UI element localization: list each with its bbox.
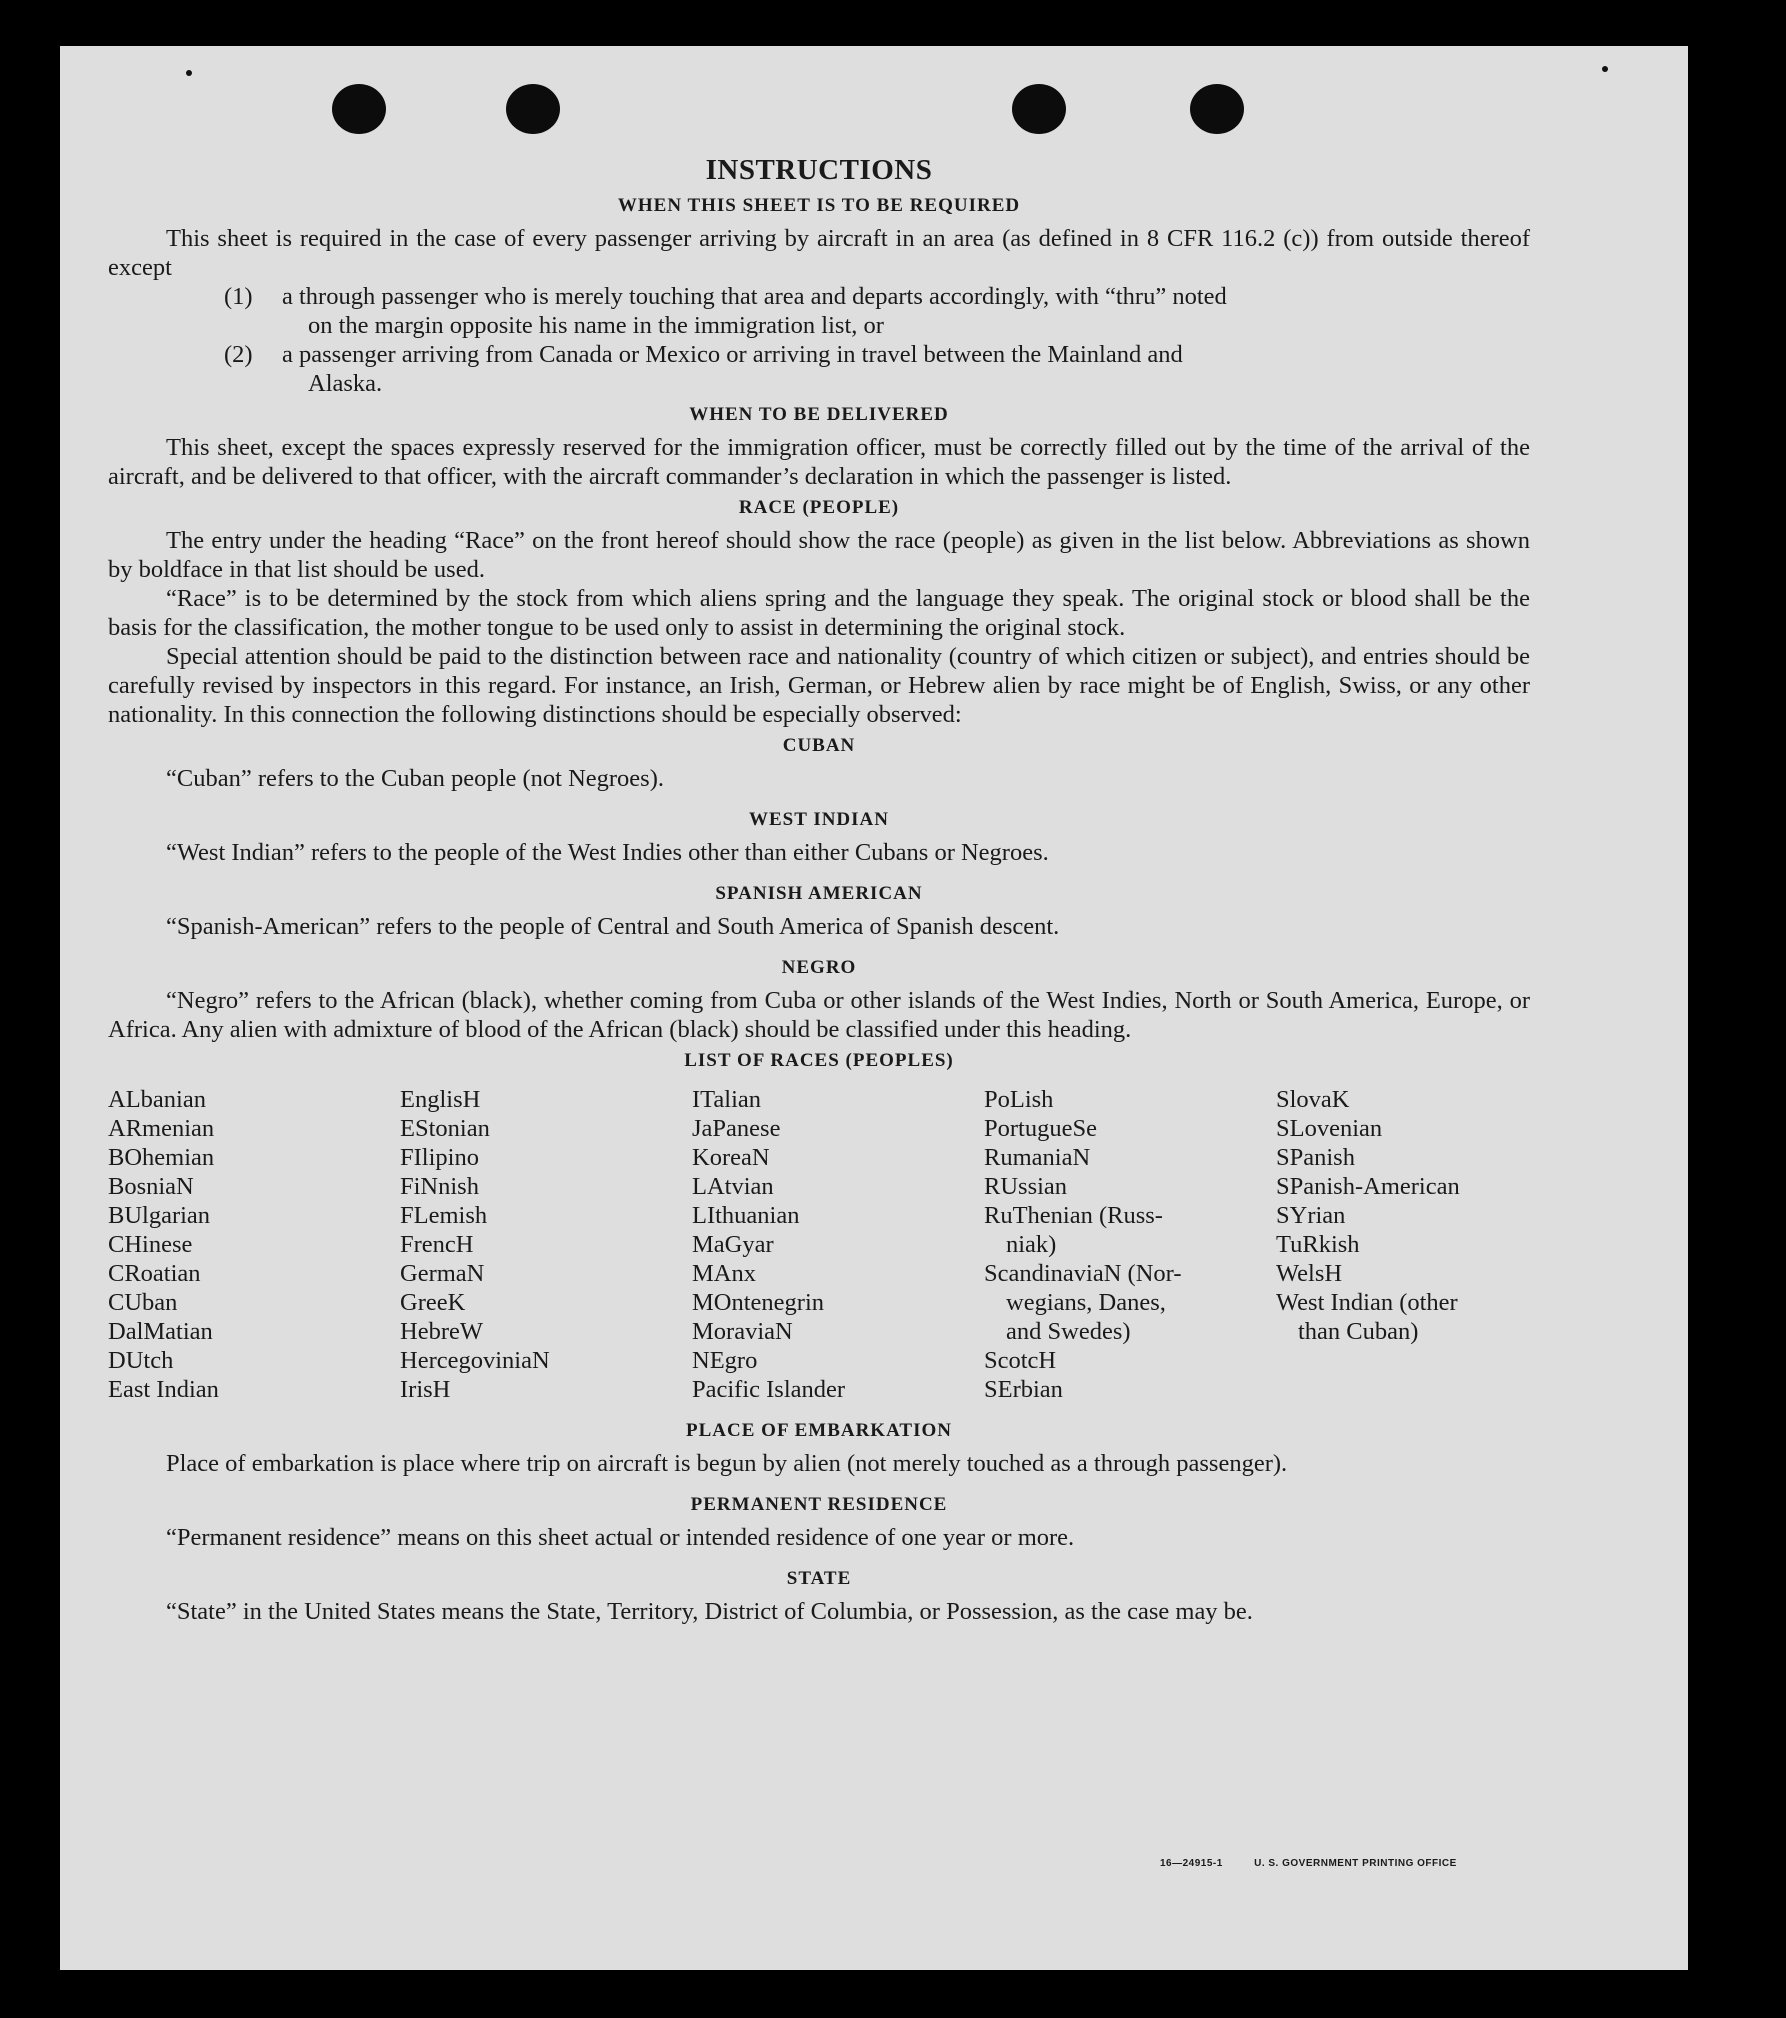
race-entry: BUlgarian [108, 1202, 211, 1229]
race-entry: CHinese [108, 1231, 193, 1258]
paragraph: This sheet is required in the case of every passenger arriving by aircraft in an area (as defined in 8 CFR 116.2 (c)) from outside thereof except [108, 225, 1530, 281]
race-entry: wegians, Danes, [1006, 1289, 1166, 1316]
section-heading: WHEN TO BE DELIVERED [689, 404, 949, 425]
item-line: Alaska. [308, 370, 383, 397]
paragraph: “West Indian” refers to the people of the West Indies other than either Cubans or Negroes. [166, 839, 1049, 866]
paragraph: This sheet, except the spaces expressly reserved for the immigration officer, must be correctly filled out by the time of the arrival of the aircraft, and be delivered to that officer, with the aircraft commander’s declaration in which the passenger is listed. [108, 434, 1530, 490]
race-entry: RuThenian (Russ- [984, 1202, 1163, 1229]
paragraph: The entry under the heading “Race” on the front hereof should show the race (people) as given in the list below. Abbreviations as shown by boldface in that list should be used. [108, 527, 1530, 583]
race-entry: ITalian [692, 1086, 762, 1113]
race-entry: EnglisH [400, 1086, 481, 1113]
item-line: a through passenger who is merely touching that area and departs accordingly, with “thru” noted [282, 283, 1227, 310]
section-heading: PERMANENT RESIDENCE [690, 1494, 948, 1515]
item-line: on the margin opposite his name in the immigration list, or [308, 312, 884, 339]
race-column [1276, 1085, 1568, 1404]
section-heading: WHEN THIS SHEET IS TO BE REQUIRED [617, 195, 1021, 216]
section-heading: SPANISH AMERICAN [715, 883, 923, 904]
race-entry: JaPanese [692, 1115, 781, 1142]
race-entry: PortugueSe [984, 1115, 1097, 1142]
instructions-body [108, 156, 1530, 1626]
punch-hole [1012, 84, 1066, 134]
race-column [692, 1085, 984, 1404]
item-text [280, 340, 1530, 398]
race-entry: GreeK [400, 1289, 466, 1316]
race-entry: BosniaN [108, 1173, 194, 1200]
paragraph: “Cuban” refers to the Cuban people (not Negroes). [166, 765, 664, 792]
speck [186, 70, 192, 76]
race-entry: RUssian [984, 1173, 1068, 1200]
race-entry: ARmenian [108, 1115, 215, 1142]
race-entry: LAtvian [692, 1173, 774, 1200]
printer-footer [1160, 1858, 1570, 1869]
race-entry: LIthuanian [692, 1202, 800, 1229]
item-number: (2) [224, 341, 253, 368]
item-number: (1) [224, 283, 253, 310]
race-entry: PoLish [984, 1086, 1054, 1113]
race-entry: ALbanian [108, 1086, 206, 1113]
list-item [108, 282, 1530, 340]
race-entry: and Swedes) [1006, 1318, 1131, 1345]
form-code: 16—24915-1 [1160, 1858, 1223, 1869]
document-sheet [60, 46, 1688, 1970]
race-entry: than Cuban) [1298, 1318, 1419, 1345]
section-heading: NEGRO [781, 957, 857, 978]
list-item [108, 340, 1530, 398]
speck [1602, 66, 1608, 72]
item-line: a passenger arriving from Canada or Mexico or arriving in travel between the Mainland and [282, 341, 1183, 368]
race-entry: NEgro [692, 1347, 758, 1374]
section-heading: RACE (PEOPLE) [738, 497, 900, 518]
punch-hole [506, 84, 560, 134]
race-entry: RumaniaN [984, 1144, 1091, 1171]
printer-name: U. S. GOVERNMENT PRINTING OFFICE [1254, 1858, 1457, 1869]
race-entry: GermaN [400, 1260, 485, 1287]
race-entry: SYrian [1276, 1202, 1346, 1229]
race-entry: CUban [108, 1289, 178, 1316]
race-column [108, 1085, 400, 1404]
race-entry: DUtch [108, 1347, 174, 1374]
race-entry: SlovaK [1276, 1086, 1350, 1113]
race-column [984, 1085, 1276, 1404]
race-entry: East Indian [108, 1376, 219, 1403]
race-entry: HercegoviniaN [400, 1347, 550, 1374]
paragraph: “State” in the United States means the State, Territory, District of Columbia, or Possession, as the case may be. [166, 1598, 1253, 1625]
section-heading: PLACE OF EMBARKATION [686, 1420, 952, 1441]
race-entry: ScotcH [984, 1347, 1057, 1374]
race-entry: WelsH [1276, 1260, 1343, 1287]
race-entry: Pacific Islander [692, 1376, 846, 1403]
page-title: INSTRUCTIONS [705, 154, 933, 186]
race-list [108, 1085, 1530, 1404]
race-entry: TuRkish [1276, 1231, 1360, 1258]
section-heading: LIST OF RACES (PEOPLES) [684, 1050, 954, 1071]
race-entry: BOhemian [108, 1144, 215, 1171]
race-entry: MAnx [692, 1260, 756, 1287]
race-entry: MOntenegrin [692, 1289, 824, 1316]
paragraph: “Spanish-American” refers to the people of Central and South America of Spanish descent. [166, 913, 1060, 940]
item-text [280, 282, 1530, 340]
paragraph: Place of embarkation is place where trip on aircraft is begun by alien (not merely touched as a through passenger). [166, 1450, 1288, 1477]
paragraph: “Permanent residence” means on this sheet actual or intended residence of one year or more. [166, 1524, 1075, 1551]
race-entry: FrencH [400, 1231, 474, 1258]
race-entry: SPanish-American [1276, 1173, 1460, 1200]
race-entry: DalMatian [108, 1318, 213, 1345]
race-entry: HebreW [400, 1318, 483, 1345]
paragraph: “Race” is to be determined by the stock from which aliens spring and the language they speak. The original stock or blood shall be the basis for the classification, the mother tongue to be used only to assist in determining the original stock. [108, 585, 1530, 641]
section-heading: WEST INDIAN [749, 809, 889, 830]
paragraph: “Negro” refers to the African (black), whether coming from Cuba or other islands of the West Indies, North or South America, Europe, or Africa. Any alien with admixture of blood of the African (black) should be classified under this heading. [108, 987, 1530, 1043]
race-entry: FIlipino [400, 1144, 479, 1171]
race-entry: West Indian (other [1276, 1289, 1458, 1316]
race-entry: FLemish [400, 1202, 488, 1229]
race-entry: ScandinaviaN (Nor- [984, 1260, 1182, 1287]
race-entry: niak) [1006, 1231, 1057, 1258]
race-entry: SPanish [1276, 1144, 1355, 1171]
race-entry: MaGyar [692, 1231, 774, 1258]
race-entry: CRoatian [108, 1260, 201, 1287]
race-entry: SLovenian [1276, 1115, 1383, 1142]
race-entry: FiNnish [400, 1173, 479, 1200]
race-entry: KoreaN [692, 1144, 770, 1171]
race-column [400, 1085, 692, 1404]
race-entry: IrisH [400, 1376, 451, 1403]
punch-hole [332, 84, 386, 134]
race-entry: EStonian [400, 1115, 490, 1142]
punch-hole [1190, 84, 1244, 134]
section-heading: CUBAN [782, 735, 856, 756]
race-entry: SErbian [984, 1376, 1063, 1403]
race-entry: MoraviaN [692, 1318, 793, 1345]
section-heading: STATE [786, 1568, 852, 1589]
paragraph: Special attention should be paid to the distinction between race and nationality (country of which citizen or subject), and entries should be carefully revised by inspectors in this regard. For instance, an Irish, German, or Hebrew alien by race might be of English, Swiss, or any other nationality. In this connection the following distinctions should be especially observed: [108, 643, 1530, 728]
